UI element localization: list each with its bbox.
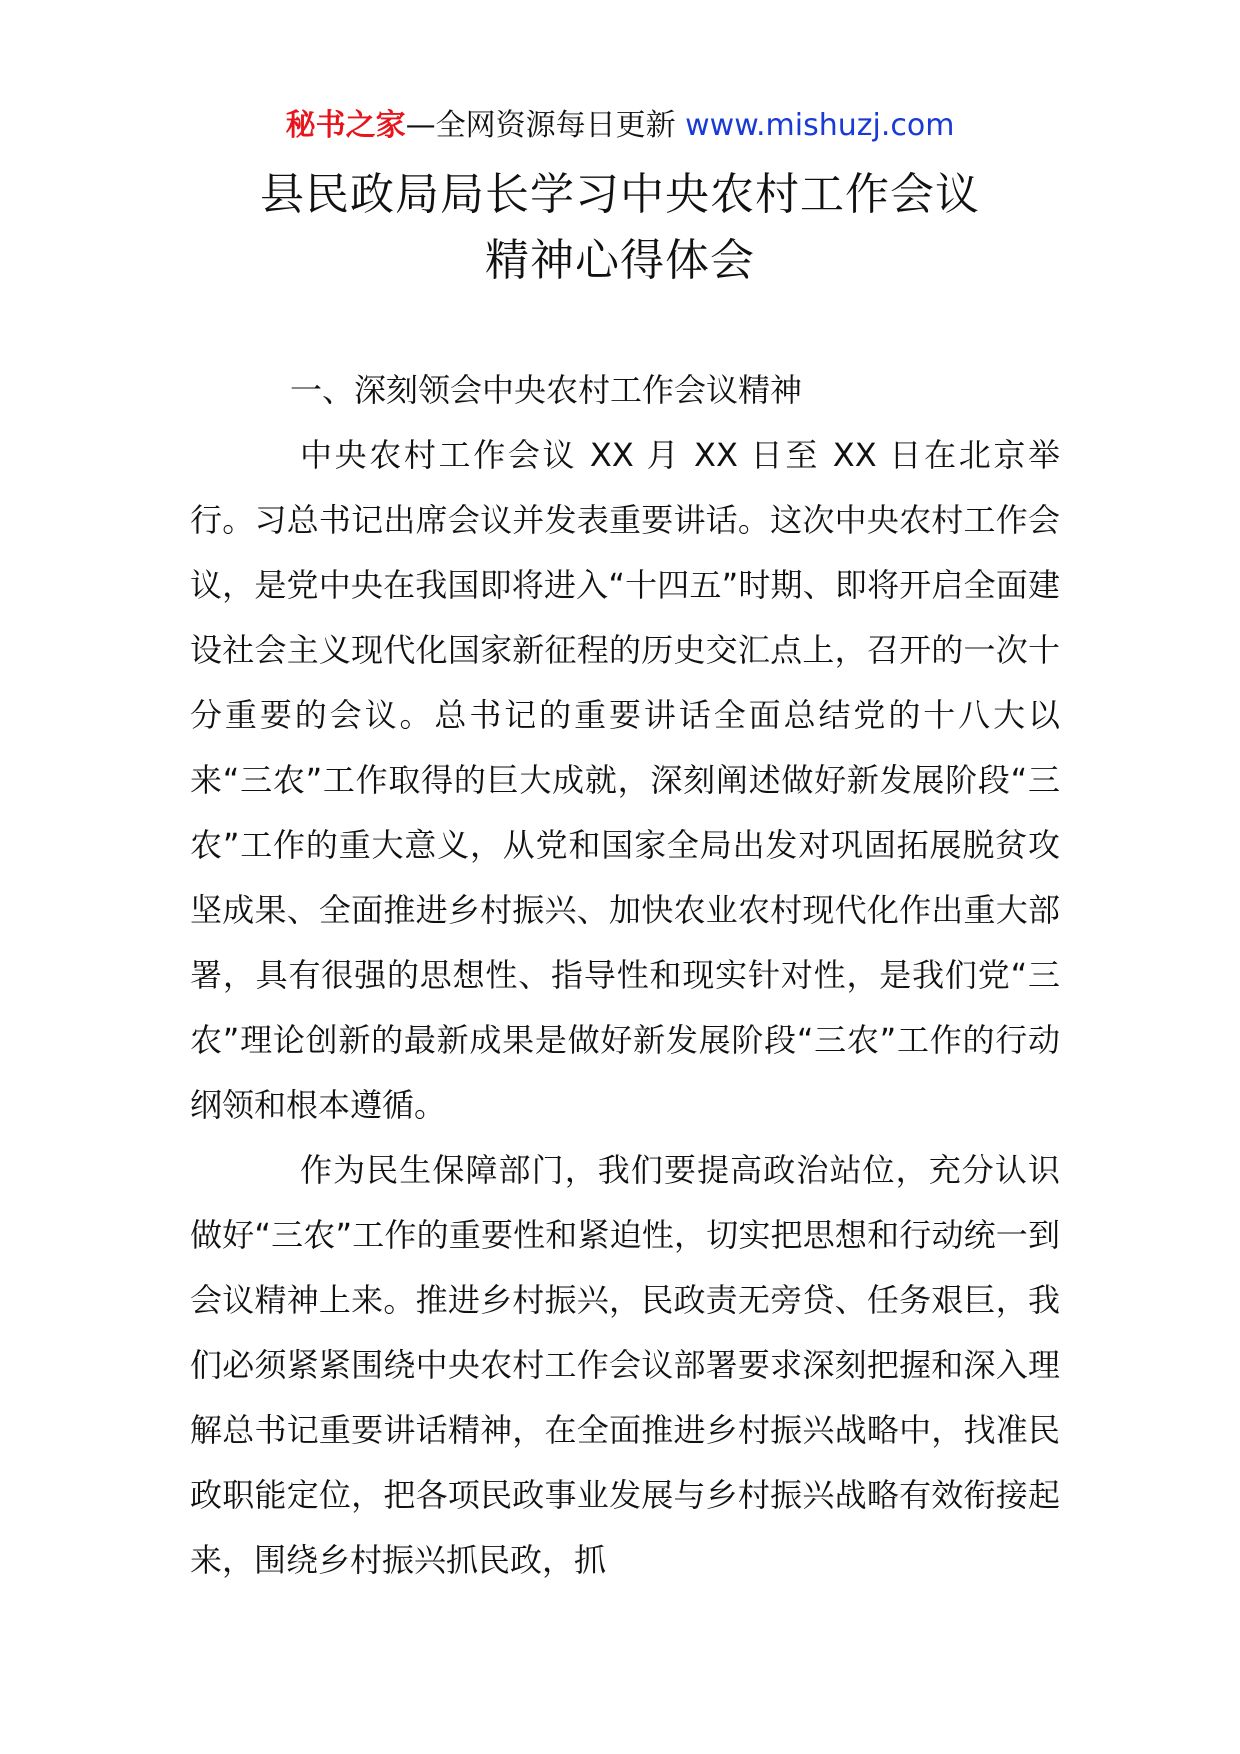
body-paragraph-1: 中央农村工作会议 XX 月 XX 日至 XX 日在北京举行。习总书记出席会议并发表重要讲话。这次中央农村工作会议，是党中央在我国即将进入“十四五”时期、即将开启全面建设社会主义现代化国家新征程的历史交汇点上，召开的一次十分重要的会议。总书记的重要讲话全面总结党的十八大以来“三农”工作取得的巨大成就，深刻阐述做好新发展阶段“三农”工作的重大意义，从党和国家全局出发对巩固拓展脱贫攻坚成果、全面推进乡村振兴、加快农业农村现代化作出重大部署，具有很强的思想性、指导性和现实针对性，是我们党“三农”理论创新的最新成果是做好新发展阶段“三农”工作的行动纲领和根本遵循。 <box>190 436 1060 1124</box>
section-heading: 一、深刻领会中央农村工作会议精神 <box>290 371 803 409</box>
document-body <box>190 358 1060 1593</box>
site-brand: 秘书之家 <box>285 108 406 143</box>
body-paragraph-2: 作为民生保障部门，我们要提高政治站位，充分认识做好“三农”工作的重要性和紧迫性，切实把思想和行动统一到会议精神上来。推进乡村振兴，民政责无旁贷、任务艰巨，我们必须紧紧围绕中央农村工作会议部署要求深刻把握和深入理解总书记重要讲话精神，在全面推进乡村振兴战略中，找准民政职能定位，把各项民政事业发展与乡村振兴战略有效衔接起来，围绕乡村振兴抓民政，抓 <box>190 1151 1060 1579</box>
document-title <box>0 162 1240 294</box>
document-title-line-1: 县民政局局长学习中央农村工作会议 <box>260 169 980 220</box>
site-tagline: —全网资源每日更新 <box>405 108 686 143</box>
document-title-line-2: 精神心得体会 <box>485 235 755 286</box>
site-header <box>0 104 1240 148</box>
site-url-link[interactable]: www.mishuzj.com <box>685 108 955 143</box>
